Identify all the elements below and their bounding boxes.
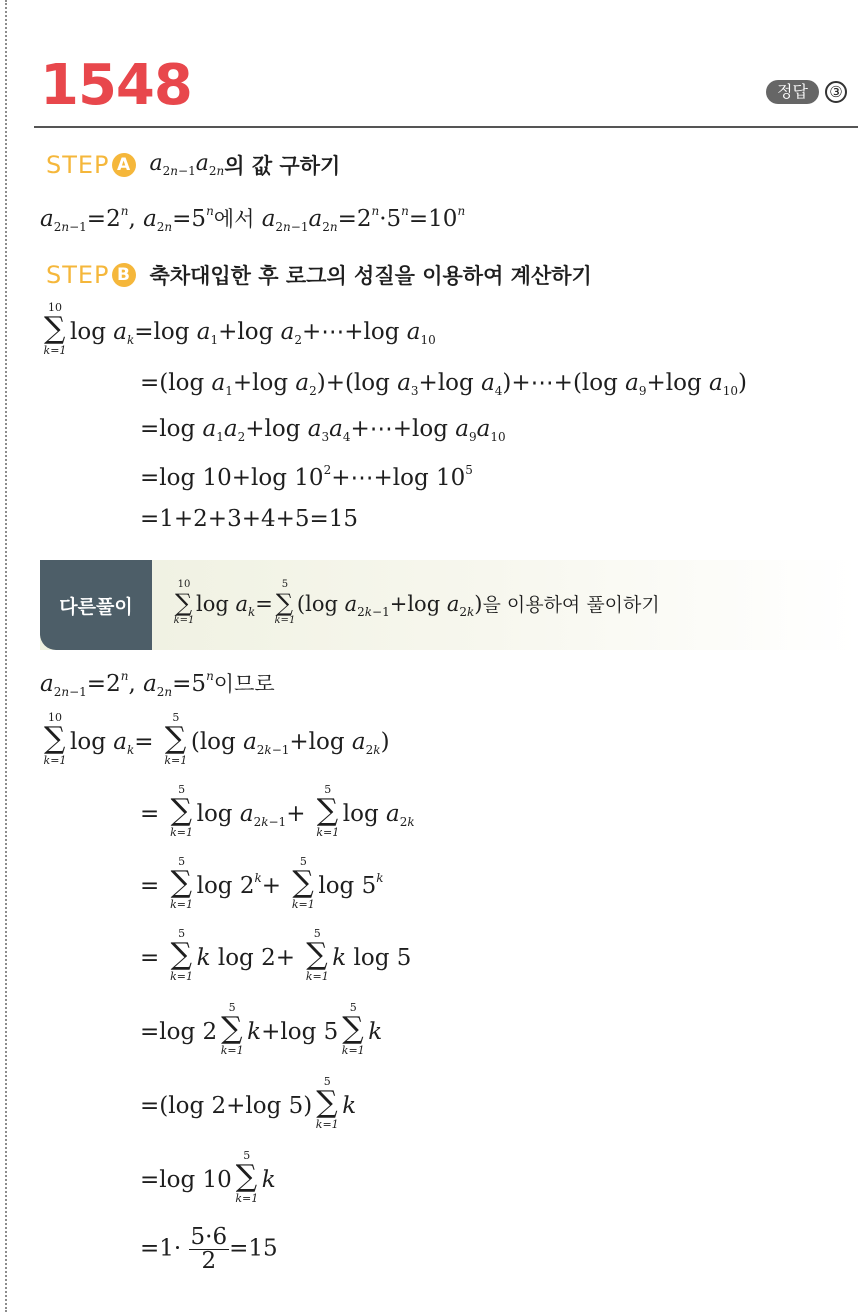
alt-line-2: 10 ∑ k=1 $\log a_k=$ 5 ∑ k=1 (log $a_{2k-1}+\log$ $a_{2k}$) <box>43 711 390 767</box>
step-a-line-1: $a_{2n-1}=2^n$, $a_{2n}=5^n$에서 $a_{2n-1}a_{2n}=2^n\cdot 5^n=10^n$ <box>40 204 466 234</box>
problem-number: 1548 <box>40 53 192 118</box>
alt-line-4: = 5 ∑ k=1 $\log 2^k+$ 5 ∑ k=1 log 5$^k$ <box>140 855 384 911</box>
alt-line-7: =(log 2+log 5) 5 ∑ k=1 k <box>140 1075 357 1131</box>
alt-line-6: =log 2 5 ∑ k=1 k+log 5 5 ∑ k=1 k <box>140 1001 383 1057</box>
answer-value: ③ <box>825 81 847 103</box>
alt-solution-description: 10 ∑ k=1 $\log a_k=$ 5 ∑ k=1 (log $a_{2k-1}+\log$ $a_{2k}$)을 이용하여 풀이하기 <box>173 579 660 626</box>
step-b-letter: B <box>112 263 136 287</box>
fraction: $\frac{5\cdot 6}{2}$ <box>190 1224 228 1274</box>
page-margin-dotted-line <box>5 0 7 1312</box>
header-rule <box>34 126 858 128</box>
alt-line-8: =log 10 5 ∑ k=1 k <box>140 1149 276 1205</box>
alt-line-3: = 5 ∑ k=1 $\log a_{2k-1}+$ 5 ∑ k=1 $\log a_{2k}$ <box>140 783 415 839</box>
sigma-symbol: 10 ∑ k=1 <box>43 301 67 357</box>
step-b-heading <box>46 260 592 290</box>
step-b-line-2: =(log $a_1+\log$ $a_2)+(\log$ $a_3+\log$ $a_4)+\cdots+(\log$ $a_9+\log$ $a_{10}$) <box>140 370 748 398</box>
answer-badge <box>766 80 847 104</box>
alt-line-5: = 5 ∑ k=1 k log 2+ 5 ∑ k=1 k log 5 <box>140 927 412 983</box>
step-a-expr: $a_{2n-1}a_{2n}$ <box>149 151 225 178</box>
step-a-title: 의 값 구하기 <box>224 154 341 178</box>
step-b-line-4: =log 10+log $10^2+\cdots+\log$ $10^5$ <box>140 463 473 491</box>
step-a-heading <box>46 150 340 180</box>
alt-line-9: =1· $\frac{5\cdot 6}{2}$ =15 <box>140 1224 278 1274</box>
step-b-line-5: =1+2+3+4+5=15 <box>140 506 359 532</box>
step-b-word: STEP <box>46 261 110 289</box>
alt-line-1: $a_{2n-1}=2^n$, $a_{2n}=5^n$이므로 <box>40 669 275 699</box>
alt-solution-tab: 다른풀이 <box>40 560 152 650</box>
step-a-letter: A <box>112 153 136 177</box>
step-b-line-3: =log $a_1a_2+\log$ $a_3a_4+\cdots+\log$ $a_9a_{10}$ <box>140 416 506 444</box>
step-a-word: STEP <box>46 151 110 179</box>
step-b-title: 축차대입한 후 로그의 성질을 이용하여 계산하기 <box>149 264 592 288</box>
step-b-line-1: 10 ∑ k=1 $\log a_k=\log$ $a_1+\log$ $a_2+\cdots+\log$ $a_{10}$ <box>40 318 436 346</box>
answer-label: 정답 <box>766 80 819 104</box>
